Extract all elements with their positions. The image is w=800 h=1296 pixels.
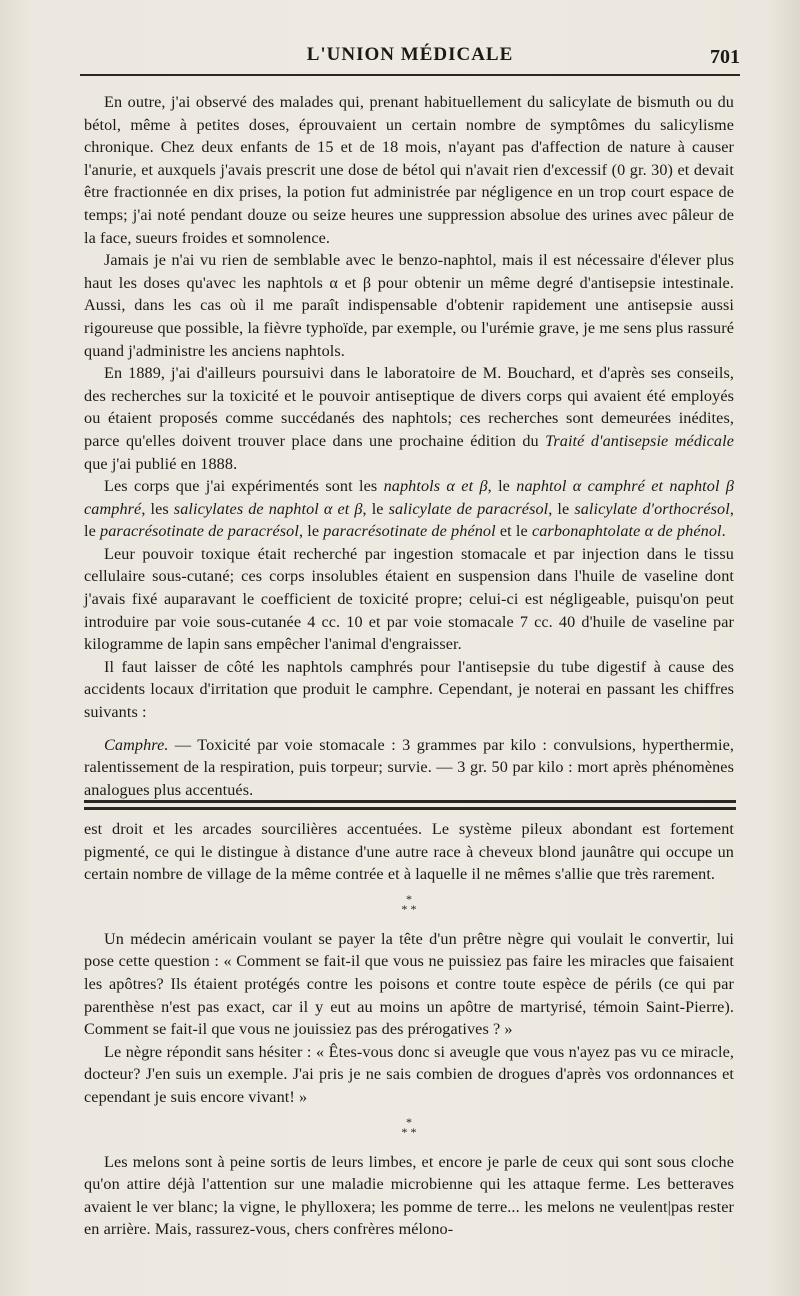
page-number: 701 <box>710 46 740 68</box>
paragraph: Les melons sont à peine sortis de leurs limbes, et encore je parle de ceux qui sont sous cloche qu'on attire déjà l'attention sur une maladie microbienne qui les attaque ferme. Les betteraves avaient le ver blanc; la vigne, le phylloxera; les pomme de terre... les melons ne veulent|pas rester en arrière. Mais, rassurez-vous, chers confrères mélono- <box>84 1152 734 1239</box>
header-rule <box>80 74 740 76</box>
paragraph: Un médecin américain voulant se payer la tête d'un prêtre nègre qui voulait le convertir, lui pose cette question : « Comment se fait-il que vous ne puissiez pas faire les miracles que faisaient les apôtres? Ils étaient protégés contre les poisons et contre toute espèce de périls (ce qui par parenthèse n'est pas exact, car il y eut au moins un apôtre de martyrisé, témoin Saint-Pierre). Comment se fait-il que vous ne jouissiez pas des prérogatives ? » <box>84 929 734 1039</box>
article-section-antisepsis <box>84 91 734 801</box>
page-header <box>80 40 740 76</box>
section-divider <box>84 800 736 803</box>
journal-title: L'UNION MÉDICALE <box>306 44 514 65</box>
paragraph: En 1889, j'ai d'ailleurs poursuivi dans le laboratoire de M. Bouchard, et d'après ses conseils, des recherches sur la toxicité et le pouvoir antiseptique de divers corps qui avaient été employés ou étaient proposés comme succédanés des naphtols; ces recherches sont demeurées inédites, parce qu'elles doivent trouver place dans une prochaine édition du Traité d'antisepsie médicale que j'ai publié en 1888. <box>84 364 734 473</box>
paragraph: Il faut laisser de côté les naphtols camphrés pour l'antisepsie du tube digestif à cause des accidents locaux d'irritation que produit le camphre. Cependant, je noterai en passant les chiffres suivants : <box>84 657 734 722</box>
paragraph: Camphre. — Toxicité par voie stomacale : 3 grammes par kilo : convulsions, hyperthermie, ralentissement de la respiration, puis torpeur; survie. — 3 gr. 50 par kilo : mort après phénomènes analogues plus accentués. <box>84 735 734 799</box>
book-title: Traité d'antisepsie médicale <box>545 431 734 450</box>
paragraph: Les corps que j'ai expérimentés sont les naphtols α et β, le naphtol α camphré et naphtol β camphré, les salicylates de naphtol α et β, le salicylate de paracrésol, le salicylate d'orthocrésol, le paracrésotinate de paracrésol, le paracrésotinate de phénol et le carbonaphtolate α de phénol. <box>84 477 735 541</box>
paragraph: est droit et les arcades sourcilières accentuées. Le système pileux abondant est fortement pigmenté, ce qui le distingue à distance d'une autre race à cheveux blond jaunâtre qui occupe un certain nombre de village de la même contrée et à laquelle il ne mêmes s'allie que très rarement. <box>84 820 734 884</box>
article-section-miscellany <box>84 818 734 1241</box>
section-divider <box>84 807 736 810</box>
asterism-separator: * * * <box>401 891 417 916</box>
term-camphre: Camphre. <box>104 735 169 754</box>
paragraph: Le nègre répondit sans hésiter : « Êtes-vous donc si aveugle que vous n'ayez pas vu ce miracle, docteur? J'en suis un exemple. J'ai pris je ne sais combien de drogues d'après vos ordonnances et cependant je suis encore vivant! » <box>84 1042 734 1106</box>
paragraph: En outre, j'ai observé des malades qui, prenant habituellement du salicylate de bismuth ou du bétol, même à petites doses, éprouvaient un certain nombre de symptômes du salicylisme chronique. Chez deux enfants de 15 et de 18 mois, n'ayant pas d'affection de nature à causer l'anurie, et auxquels j'avais prescrit une dose de bétol qui n'avait rien d'excessif (0 gr. 30) et devait être fractionnée en dix prises, la potion fut administrée par négligence en un trop court espace de temps; j'ai noté pendant douze ou seize heures une suppression absolue des urines avec pâleur de la face, sueurs froides et somnolence. <box>84 93 734 247</box>
paragraph: Leur pouvoir toxique était recherché par ingestion stomacale et par injection dans le tissu cellulaire sous-cutané; ces corps insolubles étaient en suspension dans l'huile de vaseline dont j'avais fixé auparavant le coefficient de toxicité propre; celui-ci est négligeable, puisqu'on peut introduire par voie sous-cutanée 4 cc. 10 et par voie stomacale 7 cc. 40 d'huile de vaseline par kilogramme de lapin sans empêcher l'animal d'engraisser. <box>84 544 734 654</box>
asterism-separator: * * * <box>401 1114 417 1139</box>
paragraph: Jamais je n'ai vu rien de semblable avec le benzo-naphtol, mais il est nécessaire d'élever plus haut les doses qu'avec les naphtols α et β pour obtenir un même degré d'antisepsie intestinale. Aussi, dans les cas où il me paraît indispensable d'obtenir rapidement une antisepsie aussi rigoureuse que possible, la fièvre typhoïde, par exemple, ou l'urémie grave, je me sens plus rassuré quand j'administre les anciens naphtols. <box>84 251 734 360</box>
